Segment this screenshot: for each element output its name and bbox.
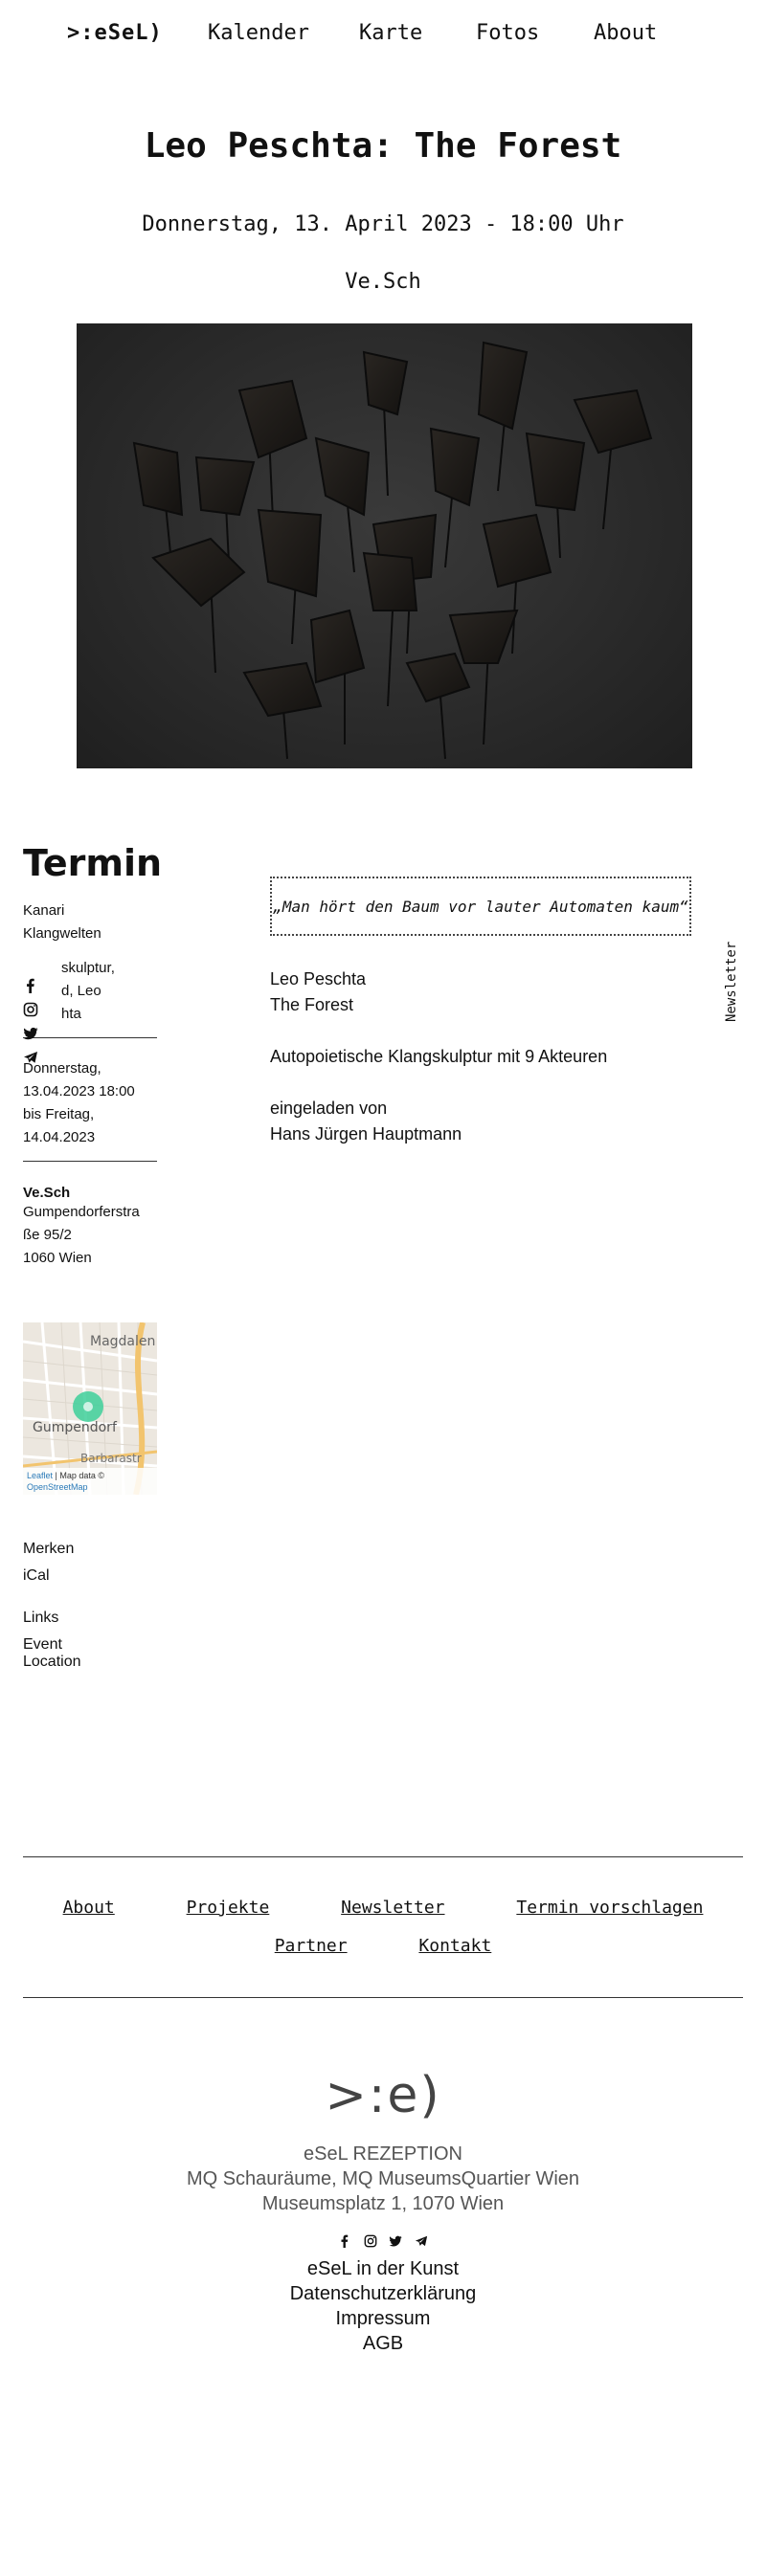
time-line: bis Freitag, <box>23 1106 95 1122</box>
footer-link-projekte[interactable]: Projekte <box>186 1898 270 1918</box>
location-map[interactable] <box>23 1322 157 1495</box>
address-line: eSeL REZEPTION <box>304 2143 462 2165</box>
link-location[interactable]: Location <box>23 1654 81 1670</box>
page-title: Leo Peschta: The Forest <box>144 126 622 166</box>
location-name[interactable]: Ve.Sch <box>23 1185 71 1201</box>
footer-link-partner[interactable]: Partner <box>274 1936 348 1956</box>
address-line: Museumsplatz 1, 1070 Wien <box>261 2193 505 2214</box>
nav-about[interactable]: About <box>594 21 658 45</box>
divider <box>23 1161 157 1162</box>
description-line: Autopoietische Klangskulptur mit 9 Akteuren <box>270 1047 608 1066</box>
address-line: 1060 Wien <box>23 1250 92 1266</box>
map-attribution <box>23 1468 157 1495</box>
footer-link-newsletter[interactable]: Newsletter <box>341 1898 445 1918</box>
footer-nav-row2 <box>0 1936 766 1956</box>
footer-nav-row1 <box>0 1898 766 1918</box>
facebook-icon[interactable] <box>23 978 38 993</box>
footer-link-kontakt[interactable]: Kontakt <box>418 1936 492 1956</box>
address-line: Gumpendorferstra <box>23 1204 140 1220</box>
tag-line[interactable]: hta <box>61 1006 81 1022</box>
footer-link-datenschutz[interactable]: Datenschutzerklärung <box>289 2283 477 2304</box>
tag-line[interactable]: skulptur, <box>61 960 115 976</box>
category-text <box>23 899 157 945</box>
telegram-icon[interactable] <box>415 2234 428 2248</box>
footer-link-about[interactable]: About <box>62 1898 115 1918</box>
event-sidebar <box>23 842 163 1270</box>
site-logo[interactable]: >:eSeL) <box>67 21 163 45</box>
instagram-icon[interactable] <box>364 2234 377 2248</box>
address-line: ße 95/2 <box>23 1227 72 1243</box>
map-label: Gumpendorf <box>33 1420 117 1435</box>
address-line: MQ Schauräume, MQ MuseumsQuartier Wien <box>186 2168 580 2189</box>
sidebar-heading: Termin <box>23 842 163 884</box>
social-links <box>23 978 40 1074</box>
instagram-icon[interactable] <box>23 1002 38 1017</box>
newsletter-tab[interactable]: Newsletter <box>724 941 739 1022</box>
divider <box>23 1037 157 1038</box>
footer-legal-links <box>0 2256 766 2356</box>
description-line: eingeladen von <box>270 1099 388 1118</box>
nav-karte[interactable]: Karte <box>359 21 423 45</box>
footer-link-termin-vorschlagen[interactable]: Termin vorschlagen <box>516 1898 704 1918</box>
location-address <box>23 1201 157 1270</box>
twitter-icon[interactable] <box>389 2234 402 2248</box>
event-description <box>270 966 691 1147</box>
map-label: Barbarastr <box>80 1452 142 1465</box>
description-line: The Forest <box>270 995 354 1014</box>
event-quote: „Man hört den Baum vor lauter Automaten kaum“ <box>270 877 691 936</box>
map-label: Magdalen <box>90 1334 156 1349</box>
time-line: 13.04.2023 18:00 <box>23 1083 135 1099</box>
tags-text <box>23 957 157 1026</box>
footer-social-links <box>0 2232 766 2250</box>
event-image <box>77 323 692 768</box>
event-time <box>23 1057 157 1149</box>
osm-link[interactable]: OpenStreetMap <box>27 1482 88 1492</box>
ical-link[interactable]: iCal <box>23 1567 50 1584</box>
tag-line[interactable]: d, Leo <box>61 983 101 999</box>
footer-link-agb[interactable]: AGB <box>362 2333 404 2354</box>
twitter-icon[interactable] <box>23 1026 38 1041</box>
top-nav <box>0 21 766 50</box>
facebook-icon[interactable] <box>338 2234 351 2248</box>
footer-divider <box>23 1997 743 1998</box>
attribution-text: | Map data © <box>55 1471 105 1480</box>
links-list <box>23 1636 157 1671</box>
category-line[interactable]: Klangwelten <box>23 925 101 942</box>
footer-divider <box>23 1856 743 1857</box>
leaflet-link[interactable]: Leaflet <box>27 1471 54 1480</box>
footer-link-esel-kunst[interactable]: eSeL in der Kunst <box>306 2258 460 2279</box>
nav-fotos[interactable]: Fotos <box>476 21 540 45</box>
time-line: 14.04.2023 <box>23 1129 96 1145</box>
description-line <box>270 1070 691 1096</box>
link-event[interactable]: Event <box>23 1636 62 1653</box>
event-venue[interactable]: Ve.Sch <box>345 270 421 294</box>
time-line: Donnerstag, <box>23 1060 101 1077</box>
description-line <box>270 1018 691 1044</box>
merken-label: Merken <box>23 1541 75 1557</box>
nav-kalender[interactable]: Kalender <box>208 21 309 45</box>
sidebar-lower <box>23 1516 157 1671</box>
description-line: Hans Jürgen Hauptmann <box>270 1124 462 1144</box>
sculpture-illustration <box>77 323 692 768</box>
links-label: Links <box>23 1610 59 1626</box>
category-line[interactable]: Kanari <box>23 902 65 919</box>
footer-address <box>0 2142 766 2216</box>
footer-link-impressum[interactable]: Impressum <box>335 2308 431 2329</box>
telegram-icon[interactable] <box>23 1050 38 1065</box>
footer-logo[interactable]: >:e) <box>325 2067 441 2124</box>
event-date: Donnerstag, 13. April 2023 - 18:00 Uhr <box>142 212 624 236</box>
description-line: Leo Peschta <box>270 969 367 988</box>
